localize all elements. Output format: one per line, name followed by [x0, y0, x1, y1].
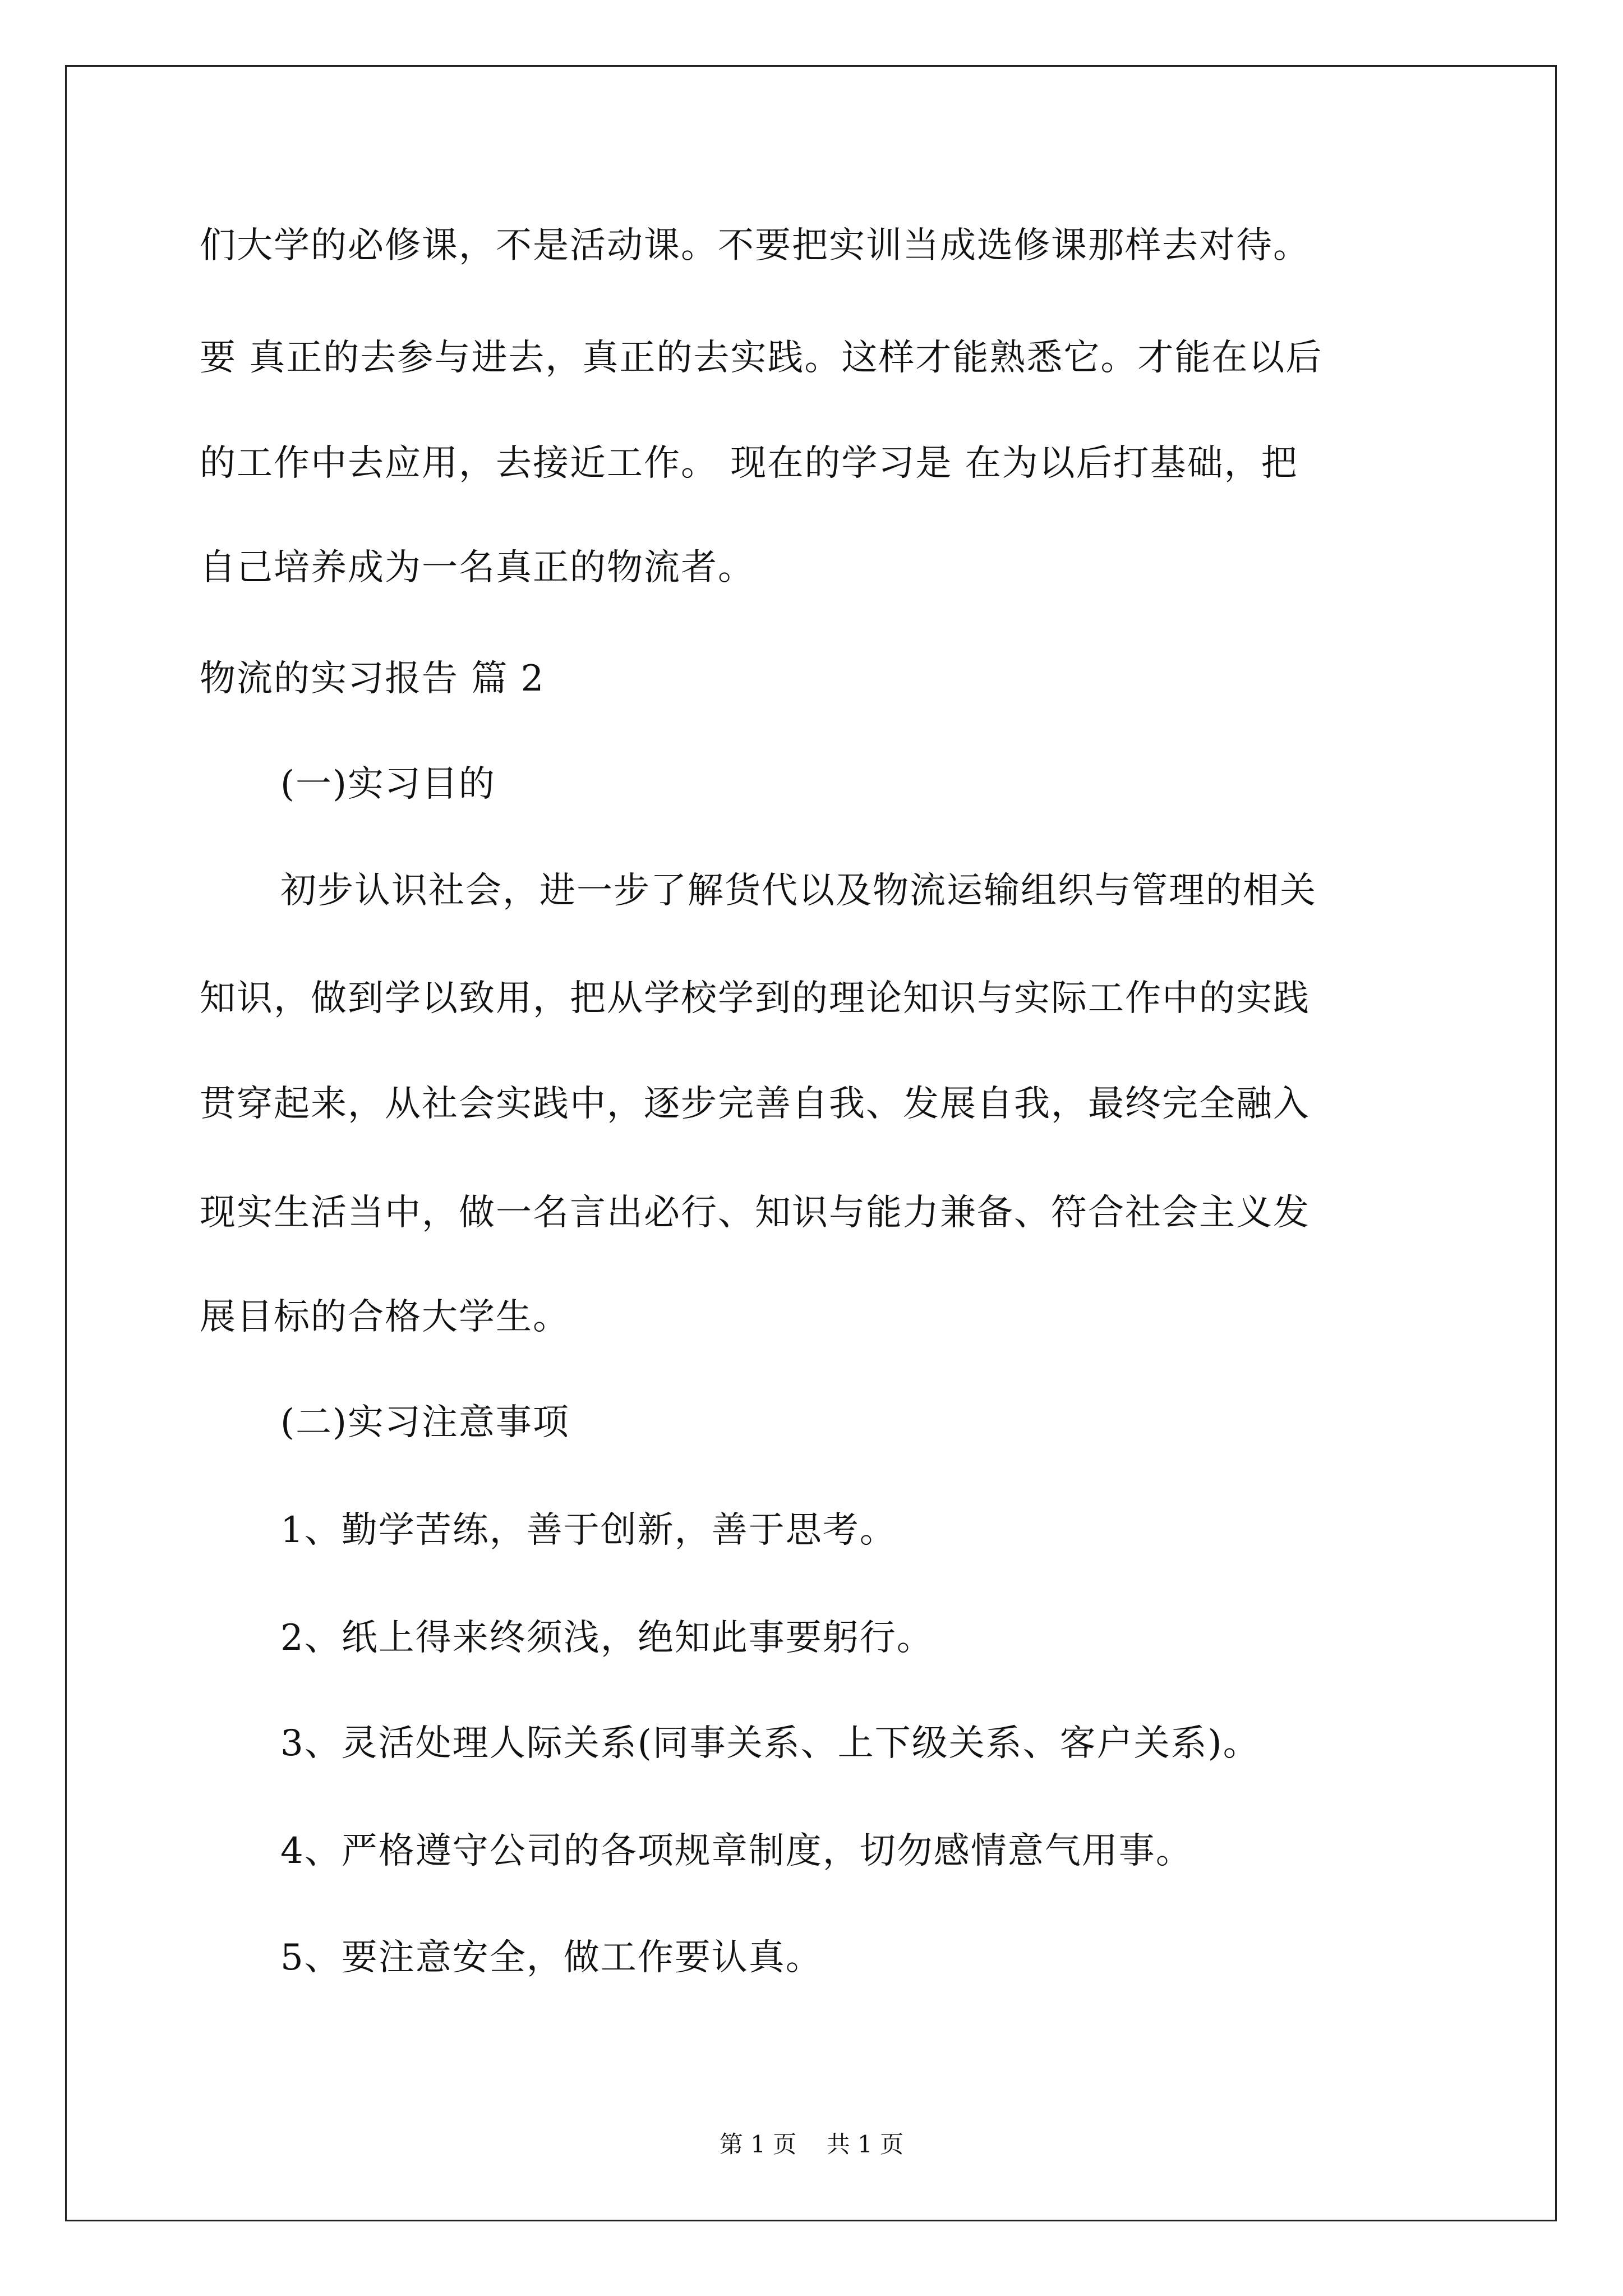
- text-line: 要 真正的去参与进去，真正的去实践。这样才能熟悉它。才能在以后: [200, 337, 1323, 379]
- list-item: 3、灵活处理人际关系(同事关系、上下级关系、客户关系)。: [280, 1723, 1260, 1764]
- section-title: 物流的实习报告 篇 2: [200, 658, 545, 700]
- list-item: 2、纸上得来终须浅，绝知此事要躬行。: [280, 1617, 934, 1659]
- list-item: 4、严格遵守公司的各项规章制度，切勿感情意气用事。: [280, 1830, 1193, 1872]
- text-line: 知识，做到学以致用，把从学校学到的理论知识与实际工作中的实践: [200, 978, 1310, 1019]
- text-line: 展目标的合格大学生。: [200, 1296, 570, 1338]
- text-line: 自己培养成为一名真正的物流者。: [200, 547, 755, 588]
- heading-notes: (二)实习注意事项: [280, 1402, 570, 1443]
- page-border: [65, 65, 1557, 2221]
- text-line: 现实生活当中，做一名言出必行、知识与能力兼备、符合社会主义发: [200, 1192, 1310, 1234]
- text-line: 们大学的必修课，不是活动课。不要把实训当成选修课那样去对待。: [200, 225, 1310, 266]
- text-line: 初步认识社会，进一步了解货代以及物流运输组织与管理的相关: [280, 870, 1317, 912]
- list-item: 1、勤学苦练，善于创新，善于思考。: [280, 1510, 897, 1551]
- text-line: 的工作中去应用，去接近工作。 现在的学习是 在为以后打基础，把: [200, 443, 1298, 484]
- list-item: 5、要注意安全，做工作要认真。: [280, 1937, 823, 1978]
- heading-purpose: (一)实习目的: [280, 763, 496, 805]
- page-footer: 第 1 页 共 1 页: [719, 2131, 904, 2158]
- text-line: 贯穿起来，从社会实践中，逐步完善自我、发展自我，最终完全融入: [200, 1083, 1310, 1125]
